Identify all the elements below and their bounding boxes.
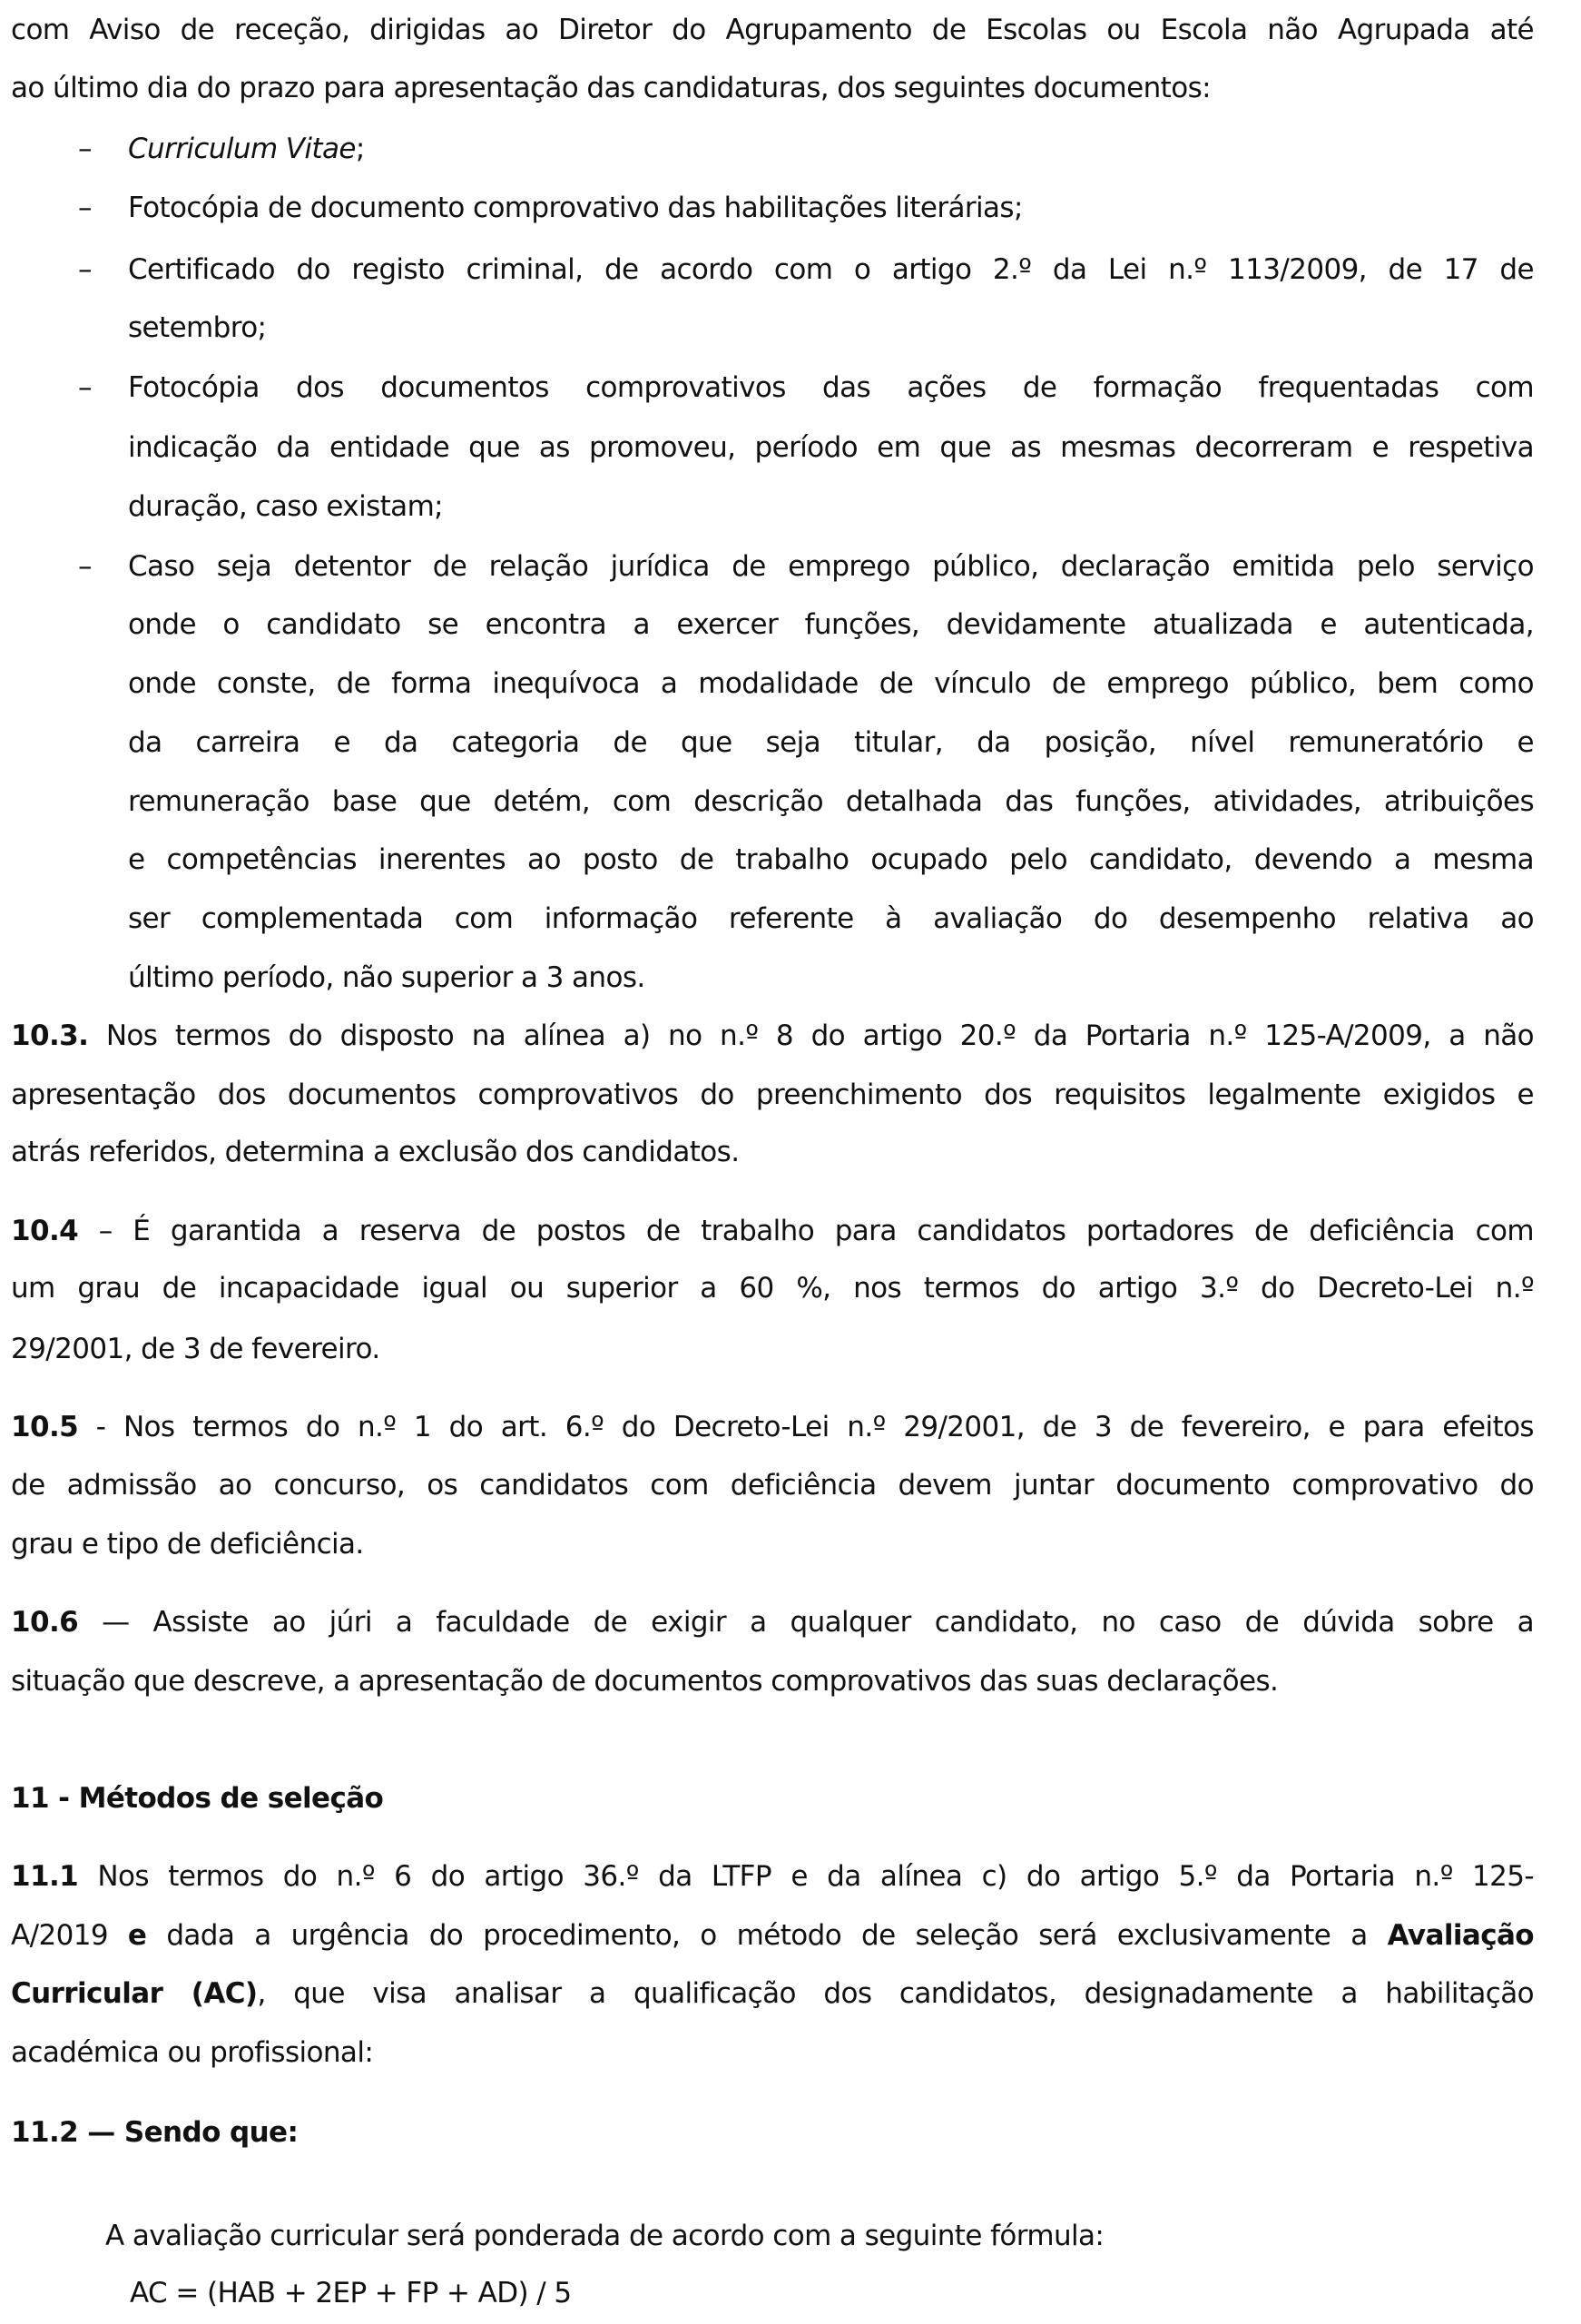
- bold-term: Avaliação: [1387, 1919, 1534, 1952]
- bold-term: Curricular (AC): [11, 1977, 258, 2010]
- bullet-curriculum-vitae: Curriculum Vitae;: [128, 133, 365, 165]
- section-10-5-line-3: grau e tipo de deficiência.: [11, 1528, 364, 1561]
- bullet-registo-criminal-line-1: Certificado do registo criminal, de acordo com o artigo 2.º da Lei n.º 113/2009, de 17 de: [128, 253, 1534, 286]
- bullet-dash-icon: –: [78, 253, 93, 286]
- section-number: 10.5: [11, 1411, 79, 1443]
- bullet-dash-icon: –: [78, 133, 93, 165]
- section-10-4-line-3: 29/2001, de 3 de fevereiro.: [11, 1333, 380, 1365]
- bullet-dash-icon: –: [78, 550, 93, 583]
- section-10-6-line-2: situação que descreve, a apresentação de documentos comprovativos das suas declarações.: [11, 1665, 1279, 1698]
- section-11-heading: 11 - Métodos de seleção: [11, 1782, 384, 1815]
- italic-text: Curriculum Vitae: [128, 133, 356, 165]
- bullet-emprego-publico-line-7: ser complementada com informação referente à avaliação do desempenho relativa ao: [128, 902, 1534, 935]
- bullet-registo-criminal-line-2: setembro;: [128, 311, 267, 344]
- bullet-formacao-line-3: duração, caso existam;: [128, 490, 444, 523]
- bullet-formacao-line-2: indicação da entidade que as promoveu, período em que as mesmas decorreram e respetiva: [128, 431, 1534, 464]
- bullet-emprego-publico-line-8: último período, não superior a 3 anos.: [128, 961, 645, 994]
- section-10-5-line-2: de admissão ao concurso, os candidatos com deficiência devem juntar documento comprovativo do: [11, 1469, 1534, 1502]
- section-number: 10.3.: [11, 1019, 89, 1052]
- bullet-emprego-publico-line-5: remuneração base que detém, com descrição detalhada das funções, atividades, atribuições: [128, 785, 1534, 818]
- section-10-4-line-1: 10.4 – É garantida a reserva de postos de trabalho para candidatos portadores de deficiência com: [11, 1215, 1534, 1247]
- bullet-formacao-line-1: Fotocópia dos documentos comprovativos das ações de formação frequentadas com: [128, 371, 1534, 404]
- section-number: 10.4: [11, 1215, 79, 1247]
- section-11-1-line-4: académica ou profissional:: [11, 2036, 374, 2069]
- section-10-3-line-2: apresentação dos documentos comprovativos do preenchimento dos requisitos legalmente exigidos e: [11, 1078, 1534, 1111]
- formula-intro: A avaliação curricular será ponderada de acordo com a seguinte fórmula:: [105, 2220, 1105, 2252]
- section-number: 10.6: [11, 1606, 79, 1639]
- bullet-emprego-publico-line-3: onde conste, de forma inequívoca a modalidade de vínculo de emprego público, bem como: [128, 667, 1534, 700]
- intro-line-2: ao último dia do prazo para apresentação das candidaturas, dos seguintes documentos:: [11, 72, 1211, 104]
- formula: AC = (HAB + 2EP + FP + AD) / 5: [130, 2277, 572, 2309]
- section-11-2-heading: 11.2 — Sendo que:: [11, 2116, 299, 2149]
- bullet-habilitacoes: Fotocópia de documento comprovativo das habilitações literárias;: [128, 192, 1023, 224]
- section-10-3-line-3: atrás referidos, determina a exclusão dos candidatos.: [11, 1136, 740, 1168]
- section-11-1-line-3: Curricular (AC), que visa analisar a qualificação dos candidatos, designadamente a habilitação: [11, 1977, 1534, 2010]
- section-10-3-line-1: 10.3. Nos termos do disposto na alínea a) no n.º 8 do artigo 20.º da Portaria n.º 125-A/2009, a não: [11, 1019, 1534, 1052]
- intro-line-1: com Aviso de receção, dirigidas ao Diretor do Agrupamento de Escolas ou Escola não Agrupada até: [11, 14, 1534, 46]
- section-10-5-line-1: 10.5 - Nos termos do n.º 1 do art. 6.º do Decreto-Lei n.º 29/2001, de 3 de fevereiro, e para efeitos: [11, 1411, 1534, 1443]
- section-11-1-line-1: 11.1 Nos termos do n.º 6 do artigo 36.º da LTFP e da alínea c) do artigo 5.º da Portaria n.º 125-: [11, 1860, 1534, 1893]
- bullet-dash-icon: –: [78, 371, 93, 404]
- section-10-4-line-2: um grau de incapacidade igual ou superior a 60 %, nos termos do artigo 3.º do Decreto-Lei n.º: [11, 1272, 1534, 1305]
- bullet-emprego-publico-line-4: da carreira e da categoria de que seja titular, da posição, nível remuneratório e: [128, 726, 1534, 759]
- bullet-emprego-publico-line-6: e competências inerentes ao posto de trabalho ocupado pelo candidato, devendo a mesma: [128, 843, 1534, 876]
- section-number: 11.1: [11, 1860, 79, 1893]
- bullet-dash-icon: –: [78, 192, 93, 224]
- section-11-1-line-2: A/2019 e dada a urgência do procedimento, o método de seleção será exclusivamente a Avaliação: [11, 1919, 1534, 1952]
- bullet-emprego-publico-line-1: Caso seja detentor de relação jurídica de emprego público, declaração emitida pelo serviço: [128, 550, 1534, 583]
- bullet-emprego-publico-line-2: onde o candidato se encontra a exercer funções, devidamente atualizada e autenticada,: [128, 608, 1534, 641]
- section-10-6-line-1: 10.6 — Assiste ao júri a faculdade de exigir a qualquer candidato, no caso de dúvida sobre a: [11, 1606, 1534, 1639]
